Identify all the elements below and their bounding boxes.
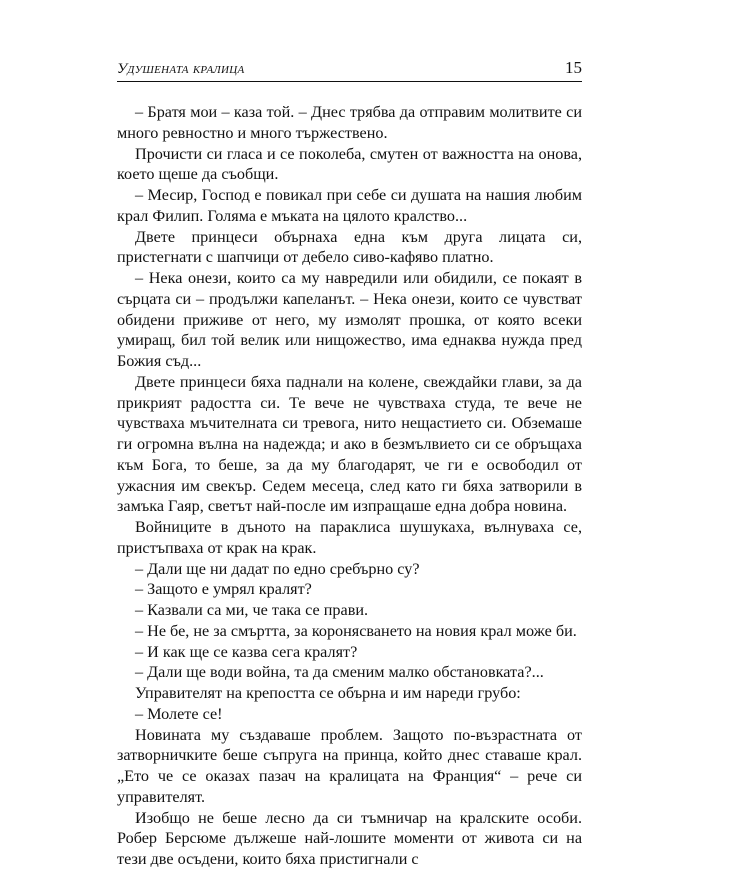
dialogue-line: – Молете се! [135, 704, 223, 723]
paragraph: Войниците в дъното на параклиса шушукаха, вълнуваха се, пристъпваха от крак на крак. [117, 518, 582, 557]
paragraph: Изобщо не беше лесно да си тъмничар на кралските особи. Робер Берсюме дължеше най-лошите моменти от живота си на тези две осъдени, които бяха пристигнали с [117, 808, 582, 868]
paragraph: Двете принцеси бяха паднали на колене, свеждайки глави, за да прикрият радостта си. Те вече не чувстваха студа, те вече не чувстваха мъчителната си тревога, нито нещастието си. Обземаше ги огромна вълна на надежда; и ако в безмълвието си се обръщаха към Бога, то беше, за да му благодарят, че ги е освободил от ужасния им свекър. Седем месеца, след като ги бяха затворили в замъка Гаяр, светът най-после им изпращаше една добра новина. [117, 372, 582, 516]
dialogue-line: – Защото е умрял кралят? [135, 580, 312, 599]
running-header [117, 58, 582, 82]
paragraph: – Братя мои – каза той. – Днес трябва да отправим молитвите си много ревностно и много тържествено. [117, 103, 582, 142]
dialogue-line: – Казвали са ми, че така се прави. [135, 601, 369, 619]
paragraph: Прочисти си гласа и се поколеба, смутен от важността на онова, което щеше да съобщи. [117, 144, 582, 184]
paragraph: Двете принцеси обърнаха една към друга лицата си, пристегнати с шапчици от дебело сиво-кафяво платно. [117, 227, 582, 267]
dialogue-line: – Дали ще води война, та да сменим малко обстановката?... [135, 663, 544, 682]
paragraph: – Месир, Господ е повикал при себе си душата на нашия любим крал Филип. Голяма е мъката на цялото кралство... [117, 186, 582, 225]
book-page [117, 58, 582, 870]
paragraph: Управителят на крепостта се обърна и им нареди грубо: [135, 684, 521, 702]
paragraph: – Нека онези, които са му навредили или обидили, се покаят в сърцата си – продължи капеланът. – Нека онези, които се чувстват обидени приживе от него, му измолят прошка, от която всеки умиращ, бил той велик или нищожество, има еднаква нужда пред Божия съд... [117, 269, 582, 370]
running-title: Удушената кралица [117, 61, 245, 77]
dialogue-line: – Не бе, не за смъртта, за коронясването на новия крал може би. [135, 621, 577, 640]
paragraph: Новината му създаваше проблем. Защото по-възрастната от затворничките беше съпруга на принца, който днес ставаше крал. „Ето че се оказах пазач на кралицата на Франция“ – рече си управителят. [117, 725, 582, 806]
dialogue-line: – И как ще се казва сега кралят? [135, 642, 358, 661]
dialogue-line: – Дали ще ни дадат по едно сребърно су? [135, 559, 420, 578]
page-number: 15 [565, 58, 582, 77]
body-text [117, 102, 582, 870]
